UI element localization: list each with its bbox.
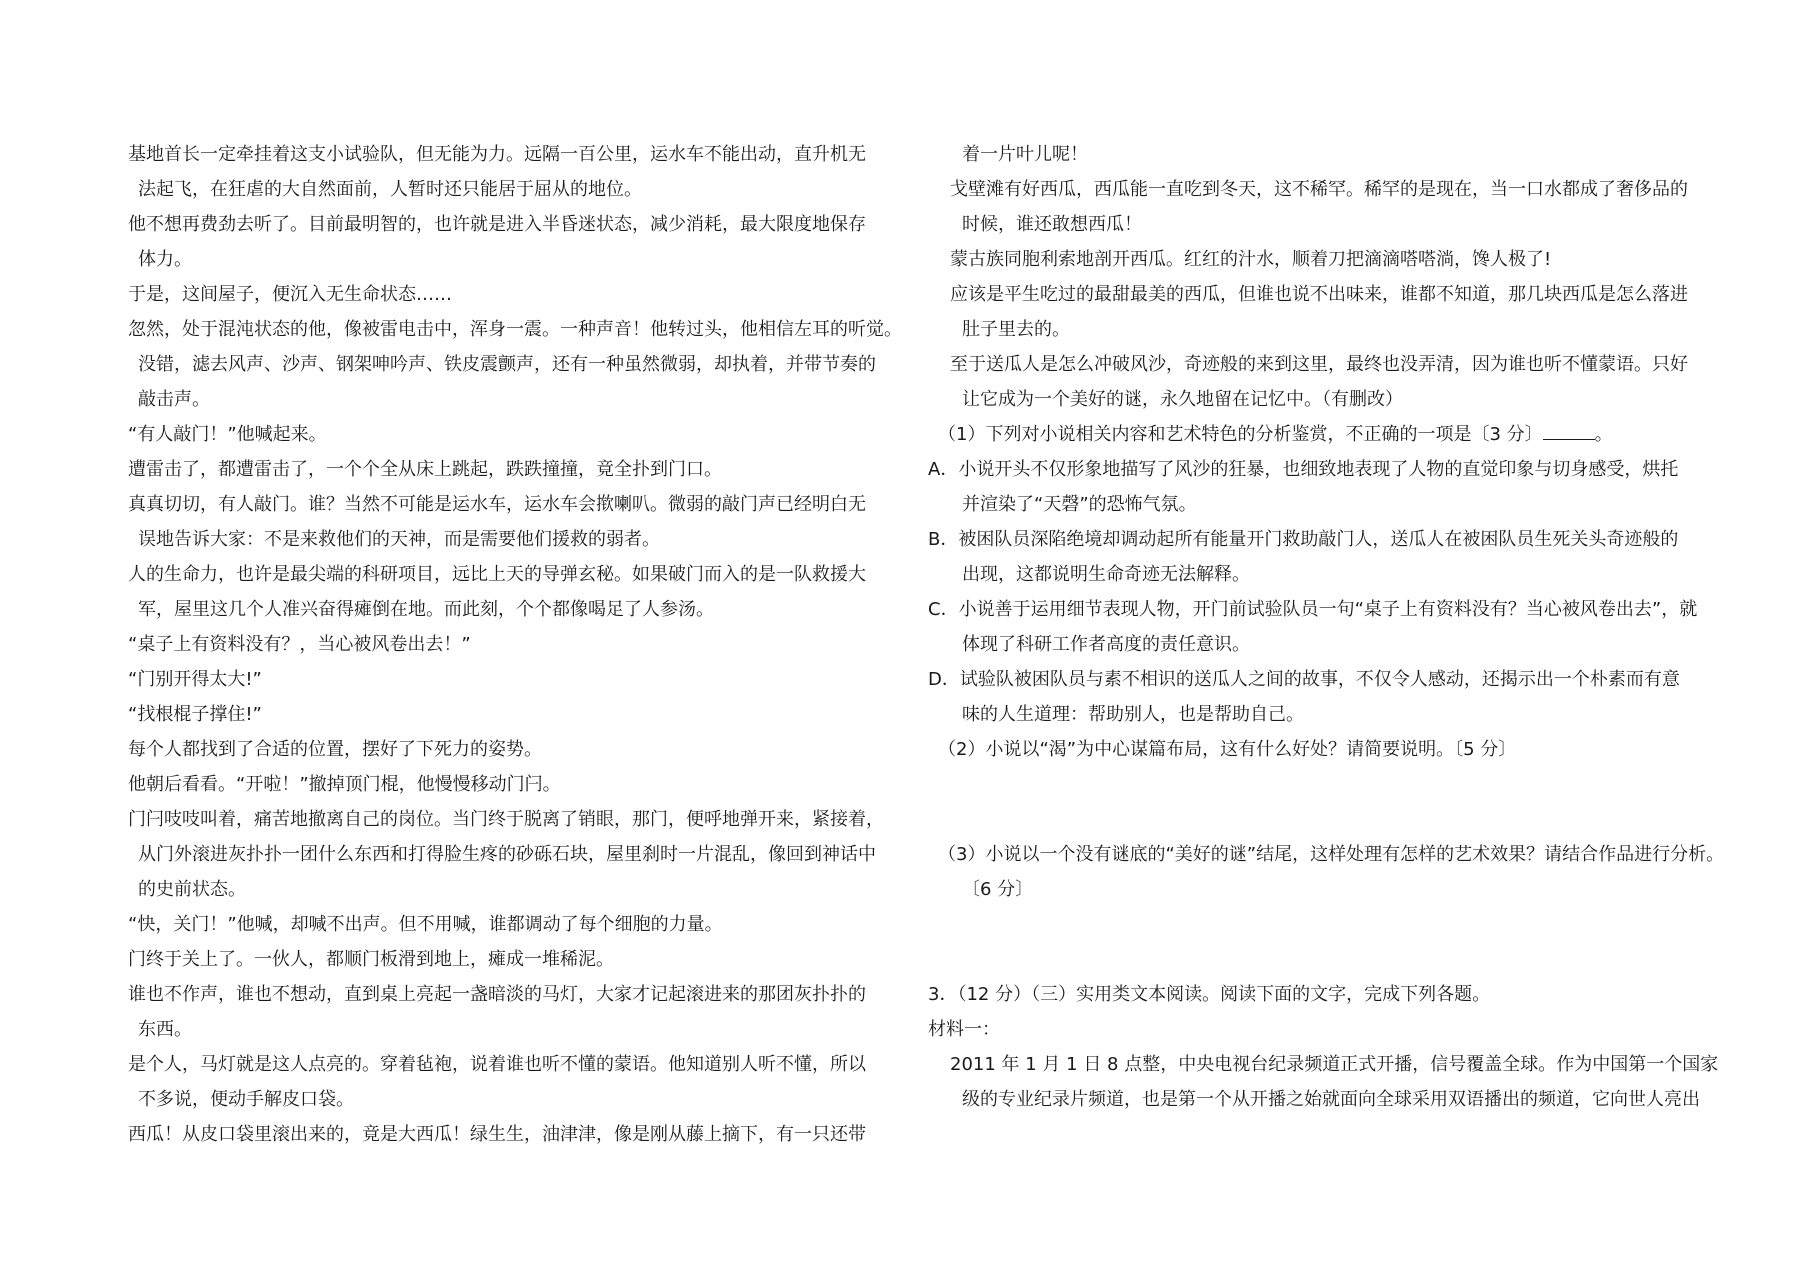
text-line: “找根棍子撑住!” [128,704,262,725]
right-column [928,137,1728,1117]
text-line: 的史前状态。 [138,879,246,900]
text-line: “有人敲门！”他喊起来。 [128,424,327,445]
option-label: C． [928,599,959,620]
option-text: 小说开头不仅形象地描写了风沙的狂暴，也细致地表现了人物的直觉印象与切身感受，烘托 [958,459,1679,480]
text-line: 他朝后看看。“开啦！”撤掉顶门棍，他慢慢移动门闩。 [128,774,561,795]
text-line: 东西。 [138,1019,192,1040]
text-line: 谁也不作声，谁也不想动，直到桌上亮起一盏暗淡的马灯，大家才记起滚进来的那团灰扑扑的 [128,984,866,1005]
text-line: 没错，滤去风声、沙声、钢架呻吟声、铁皮震颤声，还有一种虽然微弱，却执着，并带节奏的 [138,354,876,375]
question-1 [928,417,1728,452]
answer-blank[interactable] [1543,425,1595,440]
text-line: 他不想再费劲去听了。目前最明智的，也许就是进入半昏迷状态，减少消耗，最大限度地保存 [128,214,866,235]
text-line: 体力。 [138,249,192,270]
text-line: 人的生命力，也许是最尖端的科研项目，远比上天的导弹玄秘。如果破门而入的是一队救援大 [128,564,866,585]
text-line: 法起飞，在狂虐的大自然面前，人暂时还只能居于屈从的地位。 [138,179,642,200]
text-line: 于是，这间屋子，便沉入无生命状态…… [128,284,452,305]
text-line: 戈壁滩有好西瓜，西瓜能一直吃到冬天，这不稀罕。稀罕的是现在，当一口水都成了奢侈品的 [950,179,1688,200]
text-line: 2011 年 1 月 1 日 8 点整，中央电视台纪录频道正式开播，信号覆盖全球。作为中国第一个国家 [950,1054,1719,1075]
question-1-prompt: （1）下列对小说相关内容和艺术特色的分析鉴赏，不正确的一项是〔3 分〕 [938,424,1543,445]
option-text-continued: 味的人生道理：帮助别人，也是帮助自己。 [962,704,1304,725]
option-text: 小说善于运用细节表现人物，开门前试验队员一句“桌子上有资料没有？当心被风卷出去”，就 [958,599,1698,620]
text-line: 门终于关上了。一伙人，都顺门板滑到地上，瘫成一堆稀泥。 [128,949,614,970]
material-text [928,1047,1728,1117]
question-3-score: 〔6 分〕 [962,879,1034,900]
left-column [128,137,908,1152]
question-1-options [928,452,1728,732]
text-line: 是个人，马灯就是这人点亮的。穿着毡袍，说着谁也听不懂的蒙语。他知道别人听不懂，所以 [128,1054,866,1075]
material-label: 材料一： [928,1019,1000,1040]
text-line: 真真切切，有人敲门。谁？当然不可能是运水车，运水车会揿喇叭。微弱的敲门声已经明白无 [128,494,866,515]
option-text-continued: 体现了科研工作者高度的责任意识。 [962,634,1250,655]
text-line: “快，关门！”他喊，却喊不出声。但不用喊，谁都调动了每个细胞的力量。 [128,914,723,935]
text-line: 遭雷击了，都遭雷击了，一个个全从床上跳起，跌跌撞撞，竟全扑到门口。 [128,459,722,480]
text-line: 着一片叶儿呢！ [962,144,1088,165]
text-line: 敲击声。 [138,389,210,410]
text-line: 基地首长一定牵挂着这支小试验队，但无能为力。远隔一百公里，运水车不能出动，直升机无 [128,144,866,165]
text-line: “桌子上有资料没有？，当心被风卷出去！” [128,634,471,655]
option-text-continued: 并渲染了“天磬”的恐怖气氛。 [962,494,1197,515]
text-line: 应该是平生吃过的最甜最美的西瓜，但谁也说不出味来，谁都不知道，那几块西瓜是怎么落进 [950,284,1688,305]
text-line: 每个人都找到了合适的位置，摆好了下死力的姿势。 [128,739,542,760]
question-2: （2）小说以“渴”为中心谋篇布局，这有什么好处？请简要说明。〔5 分〕 [938,739,1517,760]
text-line: 肚子里去的。 [962,319,1070,340]
text-line: 忽然，处于混沌状态的他，像被雷电击中，浑身一震。一种声音！他转过头，他相信左耳的听觉。 [128,319,902,340]
text-line: 军，屋里这几个人准兴奋得瘫倒在地。而此刻，个个都像喝足了人参汤。 [138,599,714,620]
text-line: 从门外滚进灰扑扑一团什么东西和打得脸生疼的砂砾石块，屋里刹时一片混乱，像回到神话中 [138,844,876,865]
option-label: B． [928,529,959,550]
option-label: D． [928,669,960,690]
text-line: 蒙古族同胞利索地剖开西瓜。红红的汁水，顺着刀把滴滴嗒嗒淌，馋人极了! [950,249,1552,270]
option-d [928,662,1728,697]
text-line: 级的专业纪录片频道，也是第一个从开播之始就面向全球采用双语播出的频道，它向世人亮出 [962,1089,1700,1110]
text-line: 不多说，便动手解皮口袋。 [138,1089,354,1110]
text-line: 至于送瓜人是怎么冲破风沙，奇迹般的来到这里，最终也没弄清，因为谁也听不懂蒙语。只好 [950,354,1688,375]
option-text-continued: 出现，这都说明生命奇迹无法解释。 [962,564,1250,585]
text-line: 时候，谁还敢想西瓜！ [962,214,1142,235]
text-line: 让它成为一个美好的谜，永久地留在记忆中。（有删改） [962,389,1403,410]
section-3-heading: 3．（12 分）（三）实用类文本阅读。阅读下面的文字，完成下列各题。 [928,984,1491,1005]
option-text: 试验队被困队员与素不相识的送瓜人之间的故事，不仅令人感动，还揭示出一个朴素而有意 [959,669,1680,690]
answer-space-q2[interactable] [928,767,1728,837]
text-line: 误地告诉大家：不是来救他们的天神，而是需要他们援救的弱者。 [138,529,660,550]
answer-space-q3[interactable] [928,907,1728,977]
option-a [928,452,1728,487]
story-continuation [928,137,1728,417]
text-line: “门别开得太大!” [128,669,262,690]
option-b [928,522,1728,557]
question-3: （3）小说以一个没有谜底的“美好的谜”结尾，这样处理有怎样的艺术效果？请结合作品进行分析。 [938,844,1725,865]
option-text: 被困队员深陷绝境却调动起所有能量开门救助敲门人，送瓜人在被困队员生死关头奇迹般的 [958,529,1679,550]
option-label: A． [928,459,959,480]
option-c [928,592,1728,627]
text-line: 西瓜！从皮口袋里滚出来的，竟是大西瓜！绿生生，油津津，像是刚从藤上摘下，有一只还带 [128,1124,866,1145]
text-line: 门闩吱吱叫着，痛苦地撤离自己的岗位。当门终于脱离了销眼，那门，便呼地弹开来，紧接着， [128,809,884,830]
question-1-suffix: 。 [1594,424,1613,445]
